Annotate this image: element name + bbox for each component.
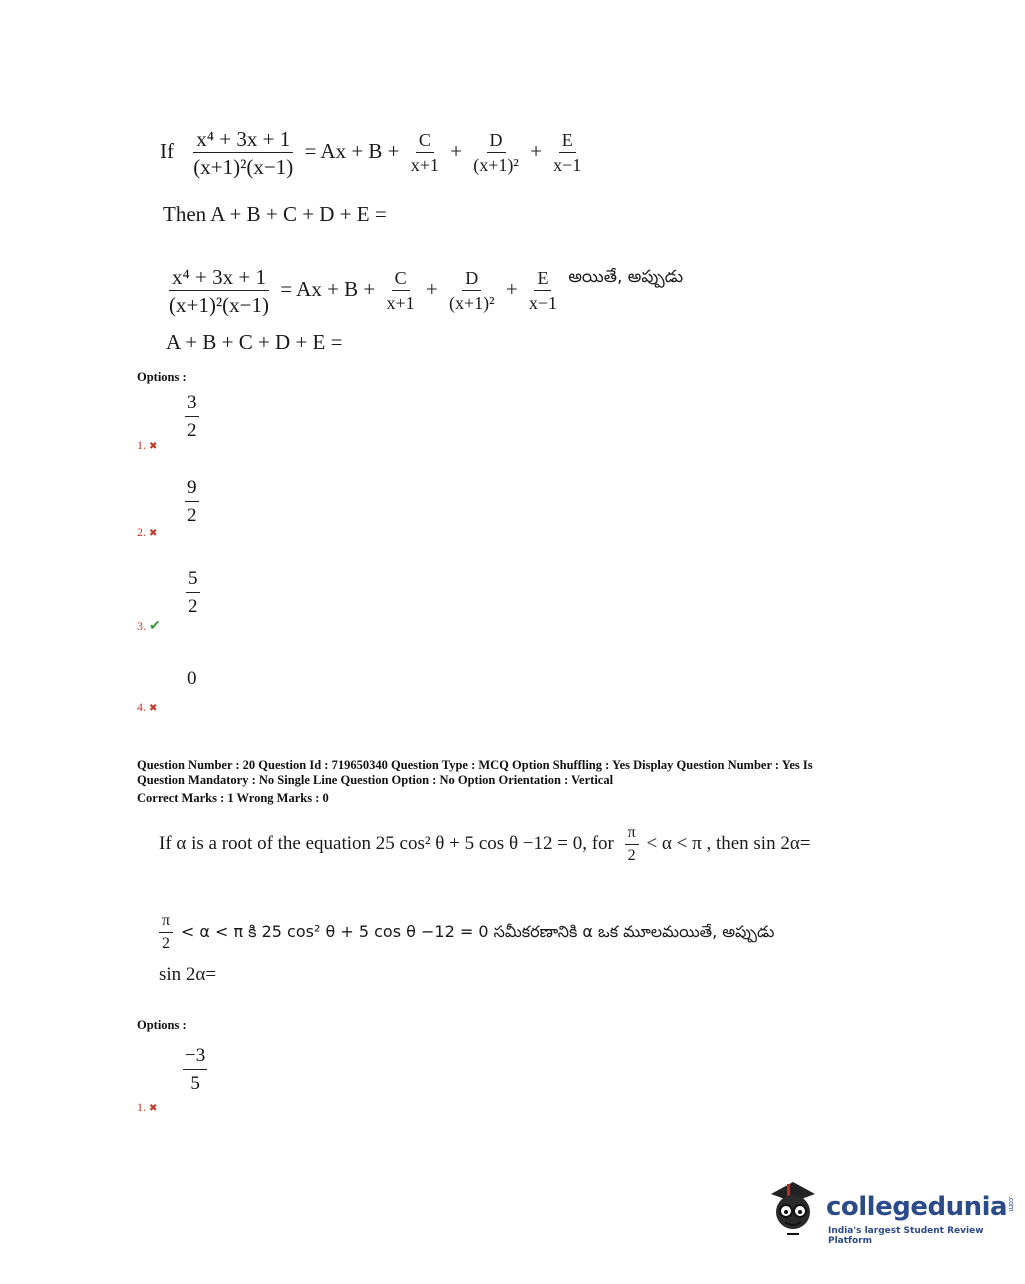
q19-option-1[interactable]: 1. ✖ bbox=[137, 438, 158, 452]
q19-lhs-fraction: $\frac{\text{x⁴ + 3x + 1}}{\text{(x+1)²(x−1)}}$ bbox=[193, 127, 294, 180]
q19-options-label: Options : bbox=[137, 370, 187, 384]
q19-option-3-value: 5 2 bbox=[188, 568, 198, 617]
q19-telugu-equation: $\frac{\text{x⁴ + 3x + 1}}{\text{(x+1)²(x−1)}}$ = Ax + B + $\frac{C}{x+1}$ + $\frac{D}{\text{(x+1)²}}$ + $\frac{E}{x-1}$ $^{అయితే, అప్పుడు}$ bbox=[163, 266, 683, 316]
q19-english-equation: If $\frac{\text{x⁴ + 3x + 1}}{\text{(x+1)²(x−1)}}$ = Ax + B + $\frac{C}{x+1}$ + $\frac{D}{\text{(x+1)²}}$ + $\frac{E}{x-1}$ bbox=[160, 128, 587, 178]
correct-check-icon: ✔ bbox=[149, 619, 161, 634]
q19-term-d: $\frac{D}{\text{(x+1)²}}$ bbox=[473, 130, 519, 176]
q19-then-line: Then A + B + C + D + E = bbox=[163, 202, 387, 226]
q20-meta-line3: Correct Marks : 1 Wrong Marks : 0 bbox=[137, 791, 329, 805]
q20-english-question: If α is a root of the equation 25 cos² θ + 5 cos θ −12 = 0, for $\frac{\pi}{2}$ < α < π , then sin 2α= bbox=[159, 824, 811, 864]
q19-telugu-line2: A + B + C + D + E = bbox=[166, 330, 343, 354]
q20-meta-line1: Question Number : 20 Question Id : 719650340 Question Type : MCQ Option Shuffling : Yes Display Question Number : Yes Is bbox=[137, 758, 813, 772]
q19-if-word: If bbox=[160, 138, 174, 163]
q20-telugu-pi-over-2: $\frac{\pi}{2}$ bbox=[159, 913, 173, 953]
q19-option-4[interactable]: 4. ✖ bbox=[137, 700, 158, 714]
q19-option-2[interactable]: 2. ✖ bbox=[137, 525, 158, 539]
q20-telugu-question: $\frac{\pi}{2}$ < α < π కి 25 cos² θ + 5 cos θ −12 = 0 సమీకరణానికి α ఒక మూలమయితే, అప్పుడు bbox=[159, 913, 774, 953]
q19-term-e: $\frac{E}{x-1}$ bbox=[553, 130, 582, 176]
q19-option-1-value: 3 2 bbox=[187, 392, 197, 441]
q19-option-2-value: 9 2 bbox=[187, 477, 197, 526]
q19-telugu-term-c: $\frac{C}{x+1}$ bbox=[386, 268, 415, 314]
collegedunia-mascot-logo bbox=[765, 1178, 821, 1238]
q19-option-3[interactable]: 3. ✔ bbox=[137, 619, 161, 634]
wrong-icon: ✖ bbox=[149, 703, 158, 714]
q19-telugu-term-e: $\frac{E}{x-1}$ bbox=[528, 268, 558, 314]
q20-options-label: Options : bbox=[137, 1018, 187, 1032]
q19-term-c: $\frac{C}{x+1}$ bbox=[410, 130, 439, 176]
q20-pi-over-2: $\frac{\pi}{2}$ bbox=[625, 825, 639, 865]
q19-option-4-value: 0 bbox=[187, 668, 197, 689]
q20-telugu-line2: sin 2α= bbox=[159, 964, 217, 985]
mascot-icon bbox=[765, 1178, 821, 1238]
q20-meta-line2: Question Mandatory : No Single Line Question Option : No Option Orientation : Vertical bbox=[137, 773, 614, 787]
collegedunia-wordmark: collegedunia.com bbox=[826, 1192, 1016, 1222]
q20-option-1[interactable]: 1. ✖ bbox=[137, 1100, 158, 1114]
q19-telugu-suffix: అయితే, అప్పుడు bbox=[568, 266, 684, 287]
q20-option-1-value: −3 5 bbox=[185, 1045, 206, 1094]
wrong-icon: ✖ bbox=[149, 528, 158, 539]
wrong-icon: ✖ bbox=[149, 1103, 158, 1114]
collegedunia-tagline: India's largest Student Review Platform bbox=[828, 1226, 984, 1246]
q19-telugu-term-d: $\frac{D}{\text{(x+1)²}}$ bbox=[449, 268, 495, 314]
q19-telugu-lhs-fraction: $\frac{\text{x⁴ + 3x + 1}}{\text{(x+1)²(x−1)}}$ bbox=[169, 265, 269, 318]
wrong-icon: ✖ bbox=[149, 441, 158, 452]
